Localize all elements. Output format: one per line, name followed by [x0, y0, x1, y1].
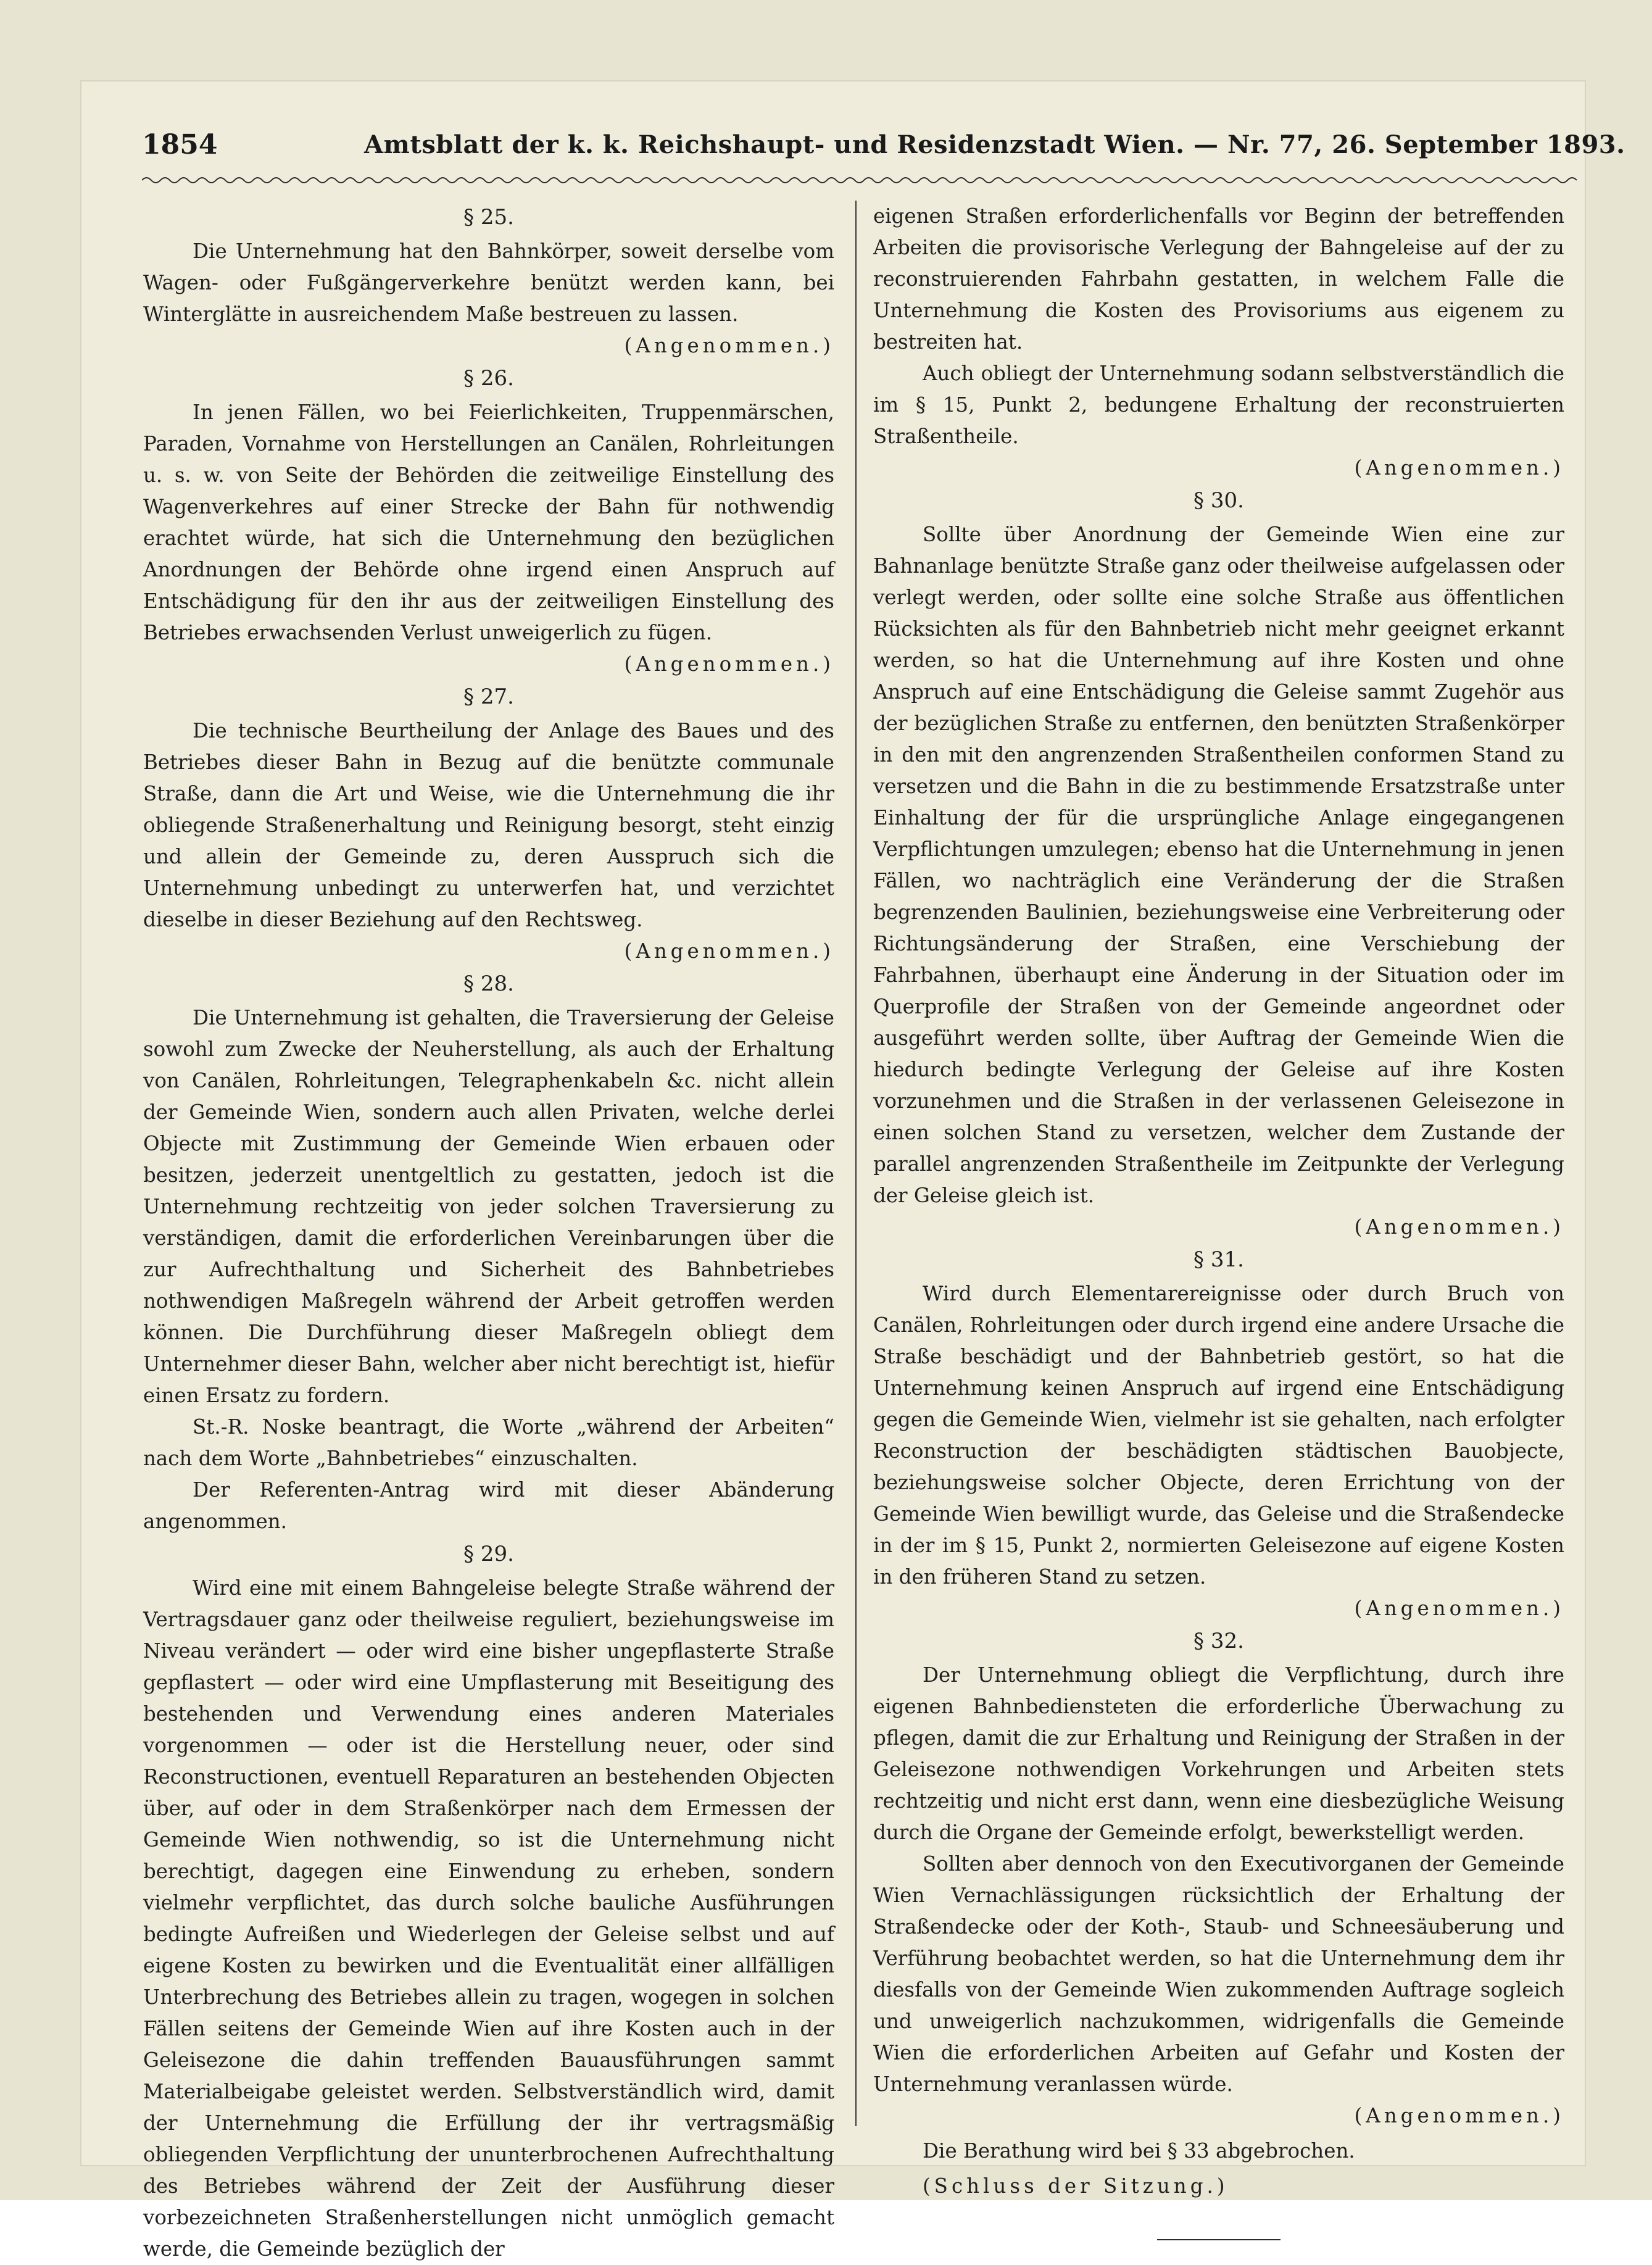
section-29-continuation: eigenen Straßen erforderlichenfalls vor Beginn der betreffenden Arbeiten die provisorische Verlegung der Bahngeleise auf der zu reconstruierenden Fahrbahn gestatten, in welchem Falle die Unternehmung die Kosten des Provisoriums aus eigenem zu bestreiten hat.	[873, 204, 1564, 354]
section-30-heading: § 30.	[1193, 488, 1244, 513]
right-column	[873, 201, 1564, 2240]
section-26-status: (Angenommen.)	[624, 652, 834, 676]
section-30-status: (Angenommen.)	[1354, 1215, 1564, 1239]
section-25-heading: § 25.	[463, 205, 514, 230]
wavy-header-rule	[142, 174, 1580, 186]
section-27-status: (Angenommen.)	[624, 939, 834, 963]
section-31-status: (Angenommen.)	[1354, 1597, 1564, 1620]
column-divider	[855, 201, 857, 2126]
section-32-status: (Angenommen.)	[1354, 2104, 1564, 2127]
section-32-text: Der Unternehmung obliegt die Verpflichtung, durch ihre eigenen Bahnbediensteten die erforderliche Überwachung zu pflegen, damit die zur Erhaltung und Reinigung der Straßen in der Geleisezone nothwendigen Vorkehrungen und Arbeiten stets rechtzeitig und nicht erst dann, wenn eine diesbezügliche Weisung durch die Organe der Gemeinde erfolgt, bewerkstelligt werden.	[873, 1663, 1564, 1844]
section-27-text: Die technische Beurtheilung der Anlage des Baues und des Betriebes dieser Bahn in Bezug auf die benützte communale Straße, dann die Art und Weise, wie die Unternehmung die ihr obliegende Straßenerhaltung und Reinigung besorgt, steht einzig und allein der Gemeinde zu, deren Ausspruch sich die Unternehmung unbedingt zu unterwerfen hat, und verzichtet dieselbe in dieser Beziehung auf den Rechtsweg.	[143, 719, 834, 931]
section-25-text: Die Unternehmung hat den Bahnkörper, soweit derselbe vom Wagen- oder Fußgängerverkehre benützt werden kann, bei Winterglätte in ausreichendem Maße bestreuen zu lassen.	[143, 239, 834, 326]
section-26-heading: § 26.	[463, 366, 514, 391]
section-26-text: In jenen Fällen, wo bei Feierlichkeiten, Truppenmärschen, Paraden, Vornahme von Herstellungen an Canälen, Rohrleitungen u. s. w. von Seite der Behörden die zeitweilige Einstellung des Wagenverkehres auf einer Strecke der Bahn für nothwendig erachtet würde, hat sich die Unternehmung den bezüglichen Anordnungen der Behörde ohne irgend einen Anspruch auf Entschädigung für den ihr aus der zeitweiligen Einstellung des Betriebes erwachsenden Verlust unweigerlich zu fügen.	[143, 401, 834, 644]
section-31-text: Wird durch Elementarereignisse oder durch Bruch von Canälen, Rohrleitungen oder durch irgend eine andere Ursache die Straße beschädigt und der Bahnbetrieb gestört, so hat die Unternehmung keinen Anspruch auf irgend eine Entschädigung gegen die Gemeinde Wien, vielmehr ist sie gehalten, nach erfolgter Reconstruction der beschädigten städtischen Bauobjecte, beziehungsweise solcher Objecte, deren Errichtung von der Gemeinde Wien bewilligt wurde, das Geleise und die Straßendecke in der im § 15, Punkt 2, normierten Geleisezone auf eigene Kosten in den früheren Stand zu setzen.	[873, 1282, 1564, 1589]
section-31-heading: § 31.	[1193, 1247, 1244, 1272]
adjournment-note: Die Berathung wird bei § 33 abgebrochen.	[923, 2139, 1355, 2163]
page-header	[142, 127, 1625, 164]
section-25-status: (Angenommen.)	[624, 334, 834, 357]
section-29-status: (Angenommen.)	[1354, 456, 1564, 480]
section-32-text-2: Sollten aber dennoch von den Executivorganen der Gemeinde Wien Vernachlässigungen rücksichtlich der Erhaltung der Straßendecke oder der Koth-, Staub- und Schneesäuberung und Verführung beobachtet werden, so hat die Unternehmung dem ihr diesfalls von der Gemeinde Wien zukommenden Auftrage sogleich und unweigerlich nachzukommen, widrigenfalls die Gemeinde Wien die erforderlichen Arbeiten auf Gefahr und Kosten der Unternehmung veranlassen würde.	[873, 1852, 1564, 2096]
section-30-text: Sollte über Anordnung der Gemeinde Wien eine zur Bahnanlage benützte Straße ganz oder theilweise aufgelassen oder verlegt werden, oder sollte eine solche Straße aus öffentlichen Rücksichten als für den Bahnbetrieb nicht mehr geeignet erkannt werden, so hat die Unternehmung auf ihre Kosten und ohne Anspruch auf eine Entschädigung die Geleise sammt Zugehör aus der bezüglichen Straße zu entfernen, den benützten Straßenkörper in den mit den angrenzenden Straßentheilen conformen Stand zu versetzen und die Bahn in die zu bestimmende Ersatzstraße unter Einhaltung der für die ursprüngliche Anlage eingegangenen Verpflichtungen umzulegen; ebenso hat die Unternehmung in jenen Fällen, wo nachträglich eine Veränderung der die Straßen begrenzenden Baulinien, beziehungsweise eine Verbreiterung oder Richtungsänderung der Straßen, eine Verschiebung der Fahrbahnen, überhaupt eine Änderung in der Situation oder im Querprofile der Straßen von der Gemeinde angeordnet oder ausgeführt werden sollte, über Auftrag der Gemeinde Wien die hiedurch bedingte Verlegung der Geleise auf ihre Kosten vorzunehmen und die Straßen in der verlassenen Geleisezone in einen solchen Stand zu versetzen, welcher dem Zustande der parallel angrenzenden Straßentheile im Zeitpunkte der Verlegung der Geleise gleich ist.	[873, 523, 1564, 1207]
section-29-heading: § 29.	[463, 1542, 514, 1566]
session-end-note: (Schluss der Sitzung.)	[923, 2174, 1229, 2198]
section-28-motion: St.-R. Noske beantragt, die Worte „während der Arbeiten“ nach dem Worte „Bahnbetriebes“ einzuschalten.	[143, 1415, 834, 1470]
section-28-text: Die Unternehmung ist gehalten, die Traversierung der Geleise sowohl zum Zwecke der Neuherstellung, als auch der Erhaltung von Canälen, Rohrleitungen, Telegraphenkabeln &c. nicht allein der Gemeinde Wien, sondern auch allen Privaten, welche derlei Objecte mit Zustimmung der Gemeinde Wien erbauen oder besitzen, jederzeit unentgeltlich zu gestatten, jedoch ist die Unternehmung rechtzeitig von jeder solchen Traversierung zu verständigen, damit die erforderlichen Vereinbarungen über die zur Aufrechthaltung und Sicherheit des Bahnbetriebes nothwendigen Maßregeln während der Arbeit getroffen werden können. Die Durchführung dieser Maßregeln obliegt dem Unternehmer dieser Bahn, welcher aber nicht berechtigt ist, hiefür einen Ersatz zu fordern.	[143, 1006, 834, 1407]
left-column	[143, 201, 834, 2265]
page-number: 1854	[142, 129, 218, 160]
section-29-text: Wird eine mit einem Bahngeleise belegte Straße während der Vertragsdauer ganz oder theilweise reguliert, beziehungsweise im Niveau verändert — oder wird eine bisher ungepflasterte Straße gepflastert — oder wird eine Umpflasterung mit Beseitigung des bestehenden und Verwendung eines anderen Materiales vorgenommen — oder ist die Herstellung neuer, oder sind Reconstructionen, eventuell Reparaturen an bestehenden Objecten über, auf oder in dem Straßenkörper nach dem Ermessen der Gemeinde Wien nothwendig, so ist die Unternehmung nicht berechtigt, dagegen eine Einwendung zu erheben, sondern vielmehr verpflichtet, das durch solche bauliche Ausführungen bedingte Aufreißen und Wiederlegen der Geleise selbst und auf eigene Kosten zu bewirken und die Eventualität einer allfälligen Unterbrechung des Betriebes allein zu tragen, wogegen in solchen Fällen seitens der Gemeinde Wien auf ihre Kosten auch in der Geleisezone die dahin treffenden Bauausführungen sammt Materialbeigabe geleistet werden. Selbstverständlich wird, damit der Unternehmung die Erfüllung der ihr vertragsmäßig obliegenden Verpflichtung der ununterbrochenen Aufrechthaltung des Betriebes während der Zeit der Ausführung dieser vorbezeichneten Straßenherstellungen nicht unmöglich gemacht werde, die Gemeinde bezüglich der	[143, 1576, 834, 2261]
section-28-heading: § 28.	[463, 971, 514, 996]
end-rule	[1157, 2239, 1281, 2240]
header-title: Amtsblatt der k. k. Reichshaupt- und Residenzstadt Wien. — Nr. 77, 26. September 1893.	[364, 130, 1625, 159]
section-29-continuation-2: Auch obliegt der Unternehmung sodann selbstverständlich die im § 15, Punkt 2, bedungene Erhaltung der reconstruierten Straßentheile.	[873, 362, 1564, 448]
section-27-heading: § 27.	[463, 684, 514, 709]
section-28-result: Der Referenten-Antrag wird mit dieser Abänderung angenommen.	[143, 1478, 834, 1533]
section-32-heading: § 32.	[1193, 1629, 1244, 1653]
